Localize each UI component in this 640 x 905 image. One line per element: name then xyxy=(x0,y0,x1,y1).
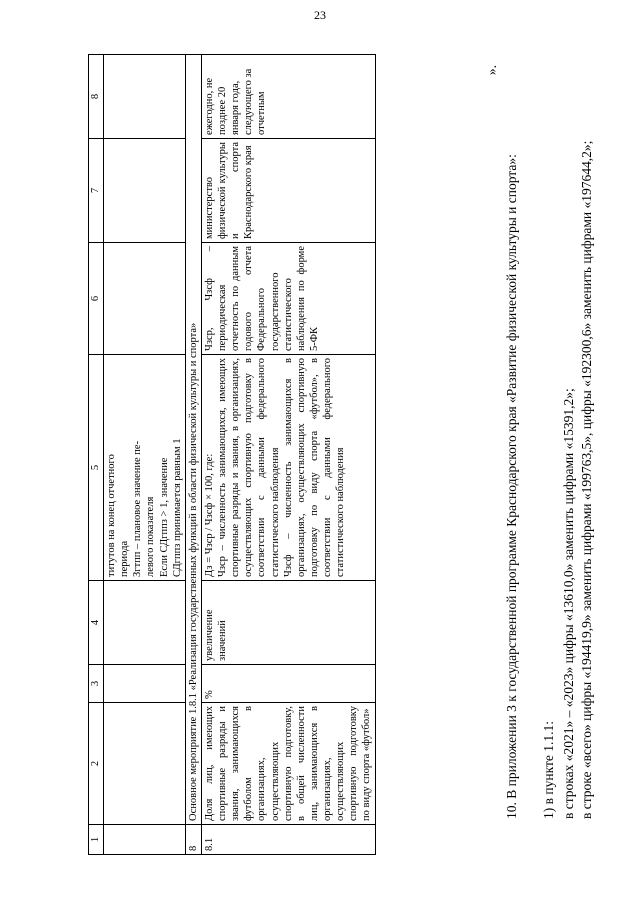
col-header-1: 1 xyxy=(89,825,104,855)
reporting-timing: ежегодно, не позднее 20 января года, следующего за отчетным xyxy=(201,55,375,139)
continuation-line: Згтпп – плановое значение пе- xyxy=(132,440,144,577)
indicator-table xyxy=(88,54,376,855)
continuation-line: Если СДгппз > 1, значение xyxy=(158,457,170,577)
col-header-6: 6 xyxy=(89,243,104,355)
responsible-body: министерство физической культуры и спорта Краснодарского края xyxy=(201,139,375,243)
continuation-row xyxy=(104,55,186,855)
rotated-page-content xyxy=(88,55,603,855)
subitem-rows-2021-2023: в строках «2021» – «2023» цифры «13610,0» заменить цифрами «15391,2»; xyxy=(561,388,576,819)
indicator-row xyxy=(201,55,375,855)
continuation-line: титутов на конец отчетного xyxy=(106,454,117,577)
indicator-number: 8.1 xyxy=(201,825,375,855)
continuation-line: левого показателя xyxy=(145,496,157,577)
table-header-row xyxy=(89,55,104,855)
section-title: Основное мероприятие 1.8.1 «Реализация государственных функций в области физической культуры и спорта» xyxy=(185,55,201,825)
indicator-name: Доля лиц, имеющих спортивные разряды и звания, занимающихся футболом в организациях, осуществляющих спортивную подготовку, в общей численности лиц, занимающихся в организациях, осуществляющих спортивную подготовку по виду спорта «футбол» xyxy=(201,703,375,825)
col-header-8: 8 xyxy=(89,55,104,139)
formula-definition-1: Чзср – численность занимающихся, имеющих спортивные разряды и звания, в организациях, осуществляющих спортивную подготовку в соответствии с данными федерального статистического наблюдения xyxy=(217,358,281,577)
col-header-4: 4 xyxy=(89,581,104,665)
closing-quote: ». xyxy=(484,65,499,76)
col-header-5: 5 xyxy=(89,355,104,581)
indicator-formula-cell xyxy=(201,355,375,581)
indicator-unit: % xyxy=(201,665,375,703)
subitem-1: 1) в пункте 1.1.1: xyxy=(541,721,556,819)
section-row xyxy=(185,55,201,855)
subitem-row-total: в строке «всего» цифры «194419,9» заменить цифрами «199763,5», цифры «192300,6» заменить цифрами «197644,2»; xyxy=(579,140,594,819)
col-header-2: 2 xyxy=(89,703,104,825)
indicator-direction: увеличение значений xyxy=(201,581,375,665)
section-number: 8 xyxy=(185,825,201,855)
continuation-line: периода xyxy=(119,540,131,577)
continuation-line: СДгппз принимается равным 1 xyxy=(171,438,183,577)
paragraph-10: 10. В приложении 3 к государственной программе Краснодарского края «Развитие физической культуры и спорта»: xyxy=(504,154,519,819)
data-source: Чзср, Чзсф – периодическая отчетность по данным годового отчета Федерального государственного статистического наблюдения по форме 5-ФК xyxy=(201,243,375,355)
formula-definition-2: Чзсф – численность занимающихся в организациях, осуществляющих спортивную подготовку по виду спорта «футбол», в соответствии с данными федерального статистического наблюдения xyxy=(282,358,347,577)
indicator-formula: Дз = Чзср / Чзсф × 100, где: xyxy=(203,453,215,577)
continuation-cell xyxy=(104,355,186,581)
col-header-7: 7 xyxy=(89,139,104,243)
col-header-3: 3 xyxy=(89,665,104,703)
page-number: 23 xyxy=(314,8,326,22)
